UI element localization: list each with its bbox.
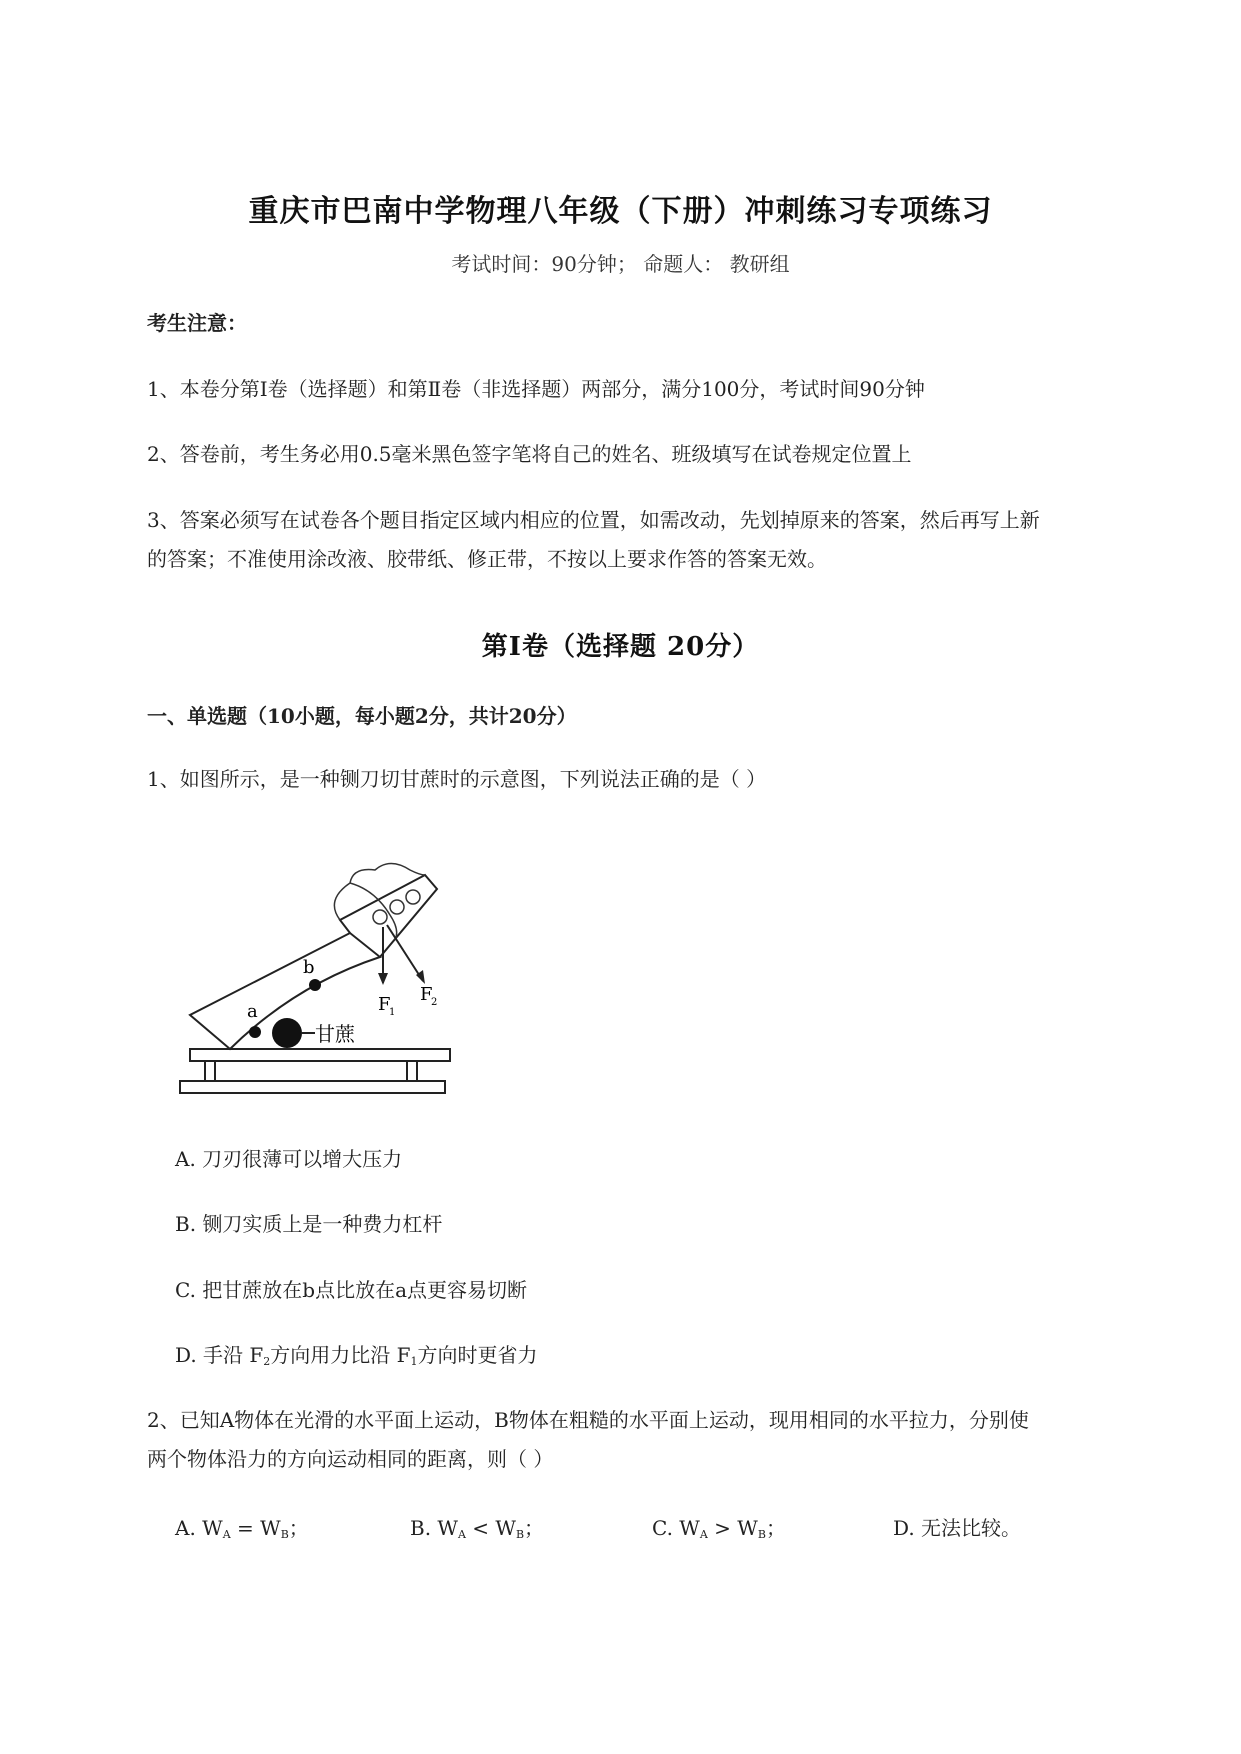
q2-option-b[interactable] [410, 1515, 544, 1548]
question-2-stem-line1: 2、已知A物体在光滑的水平面上运动，B物体在粗糙的水平面上运动，现用相同的水平拉力，分别使 [147, 1408, 1029, 1432]
q2-option-a-sub2: B [280, 1528, 289, 1541]
force-f1-sub: 1 [389, 1007, 396, 1018]
q2-option-a-mid: = W [230, 1516, 281, 1540]
q2-option-c-sub2: B [757, 1528, 766, 1541]
q2-option-b-sub2: B [515, 1528, 525, 1541]
q2-option-d[interactable]: D. 无法比较。 [893, 1516, 1022, 1540]
q1-option-d-sub2: 1 [410, 1355, 418, 1368]
q2-option-a-end: ； [288, 1516, 309, 1540]
point-b [309, 979, 321, 991]
q1-option-b[interactable]: B. 铡刀实质上是一种费力杠杆 [175, 1212, 443, 1236]
exam-subtitle: 考试时间：90分钟； 命题人： 教研组 [451, 252, 790, 276]
q2-option-b-end: ； [524, 1516, 545, 1540]
base-leg-left [205, 1061, 215, 1081]
q2-option-c[interactable] [652, 1515, 786, 1548]
force-f2-arrow [387, 925, 423, 981]
notice-heading: 考生注意： [147, 311, 247, 335]
knuckle [406, 890, 420, 904]
q2-option-b-sub1: A [457, 1528, 466, 1541]
hay-cutter-figure [175, 845, 465, 1105]
question-2-stem-line2: 两个物体沿力的方向运动相同的距离，则（ ） [147, 1447, 554, 1471]
point-b-label: b [303, 957, 315, 978]
q1-option-a[interactable]: A. 刀刃很薄可以增大压力 [175, 1147, 403, 1171]
knuckle [373, 910, 387, 924]
exam-title: 重庆市巴南中学物理八年级（下册）冲刺练习专项练习 [248, 194, 993, 229]
sugarcane-label: 甘蔗 [315, 1022, 355, 1046]
hand [334, 864, 425, 941]
point-a [249, 1026, 261, 1038]
q2-option-c-sub1: A [699, 1528, 708, 1541]
q1-option-d-mid: 方向用力比沿 F [270, 1343, 411, 1367]
question-1-stem: 1、如图所示，是一种铡刀切甘蔗时的示意图，下列说法正确的是（ ） [147, 767, 767, 791]
q1-option-d-prefix: D. 手沿 F [175, 1343, 264, 1367]
notice-item-3-cont: 的答案；不准使用涂改液、胶带纸、修正带，不按以上要求作答的答案无效。 [147, 547, 827, 571]
handle [340, 875, 437, 957]
q2-option-b-mid: < W [465, 1516, 516, 1540]
q1-option-c[interactable]: C. 把甘蔗放在b点比放在a点更容易切断 [175, 1278, 528, 1302]
q1-option-d-suffix: 方向时更省力 [417, 1343, 538, 1367]
base-leg-right [407, 1061, 417, 1081]
notice-item-1: 1、本卷分第I卷（选择题）和第Ⅱ卷（非选择题）两部分，满分100分，考试时间90分钟 [147, 377, 925, 401]
ground-board [180, 1081, 445, 1093]
knuckle [390, 900, 404, 914]
section-title: 第I卷（选择题 20分） [481, 632, 760, 662]
q2-option-c-end: ； [765, 1516, 786, 1540]
q2-option-c-mid: > W [707, 1516, 758, 1540]
q2-option-c-prefix: C. W [652, 1516, 700, 1540]
notice-item-3: 3、答案必须写在试卷各个题目指定区域内相应的位置，如需改动，先划掉原来的答案，然后再写上新 [147, 508, 1040, 532]
part-heading: 一、单选题（10小题，每小题2分，共计20分） [147, 704, 577, 728]
q2-option-b-prefix: B. W [410, 1516, 458, 1540]
q2-option-a-prefix: A. W [175, 1516, 223, 1540]
q2-option-a-sub1: A [222, 1528, 231, 1541]
point-a-label: a [247, 1001, 258, 1022]
q1-option-d-sub1: 2 [263, 1355, 271, 1368]
force-f1-label: F [378, 994, 391, 1015]
base-board [190, 1049, 450, 1061]
notice-item-2: 2、答卷前，考生务必用0.5毫米黑色签字笔将自己的姓名、班级填写在试卷规定位置上 [147, 442, 912, 466]
q1-option-d[interactable] [175, 1342, 538, 1375]
force-f2-label: F [420, 984, 433, 1005]
force-f2-sub: 2 [431, 997, 438, 1008]
force-f1-arrowhead [378, 973, 388, 985]
q2-option-a[interactable] [175, 1515, 309, 1548]
sugarcane [272, 1018, 302, 1048]
